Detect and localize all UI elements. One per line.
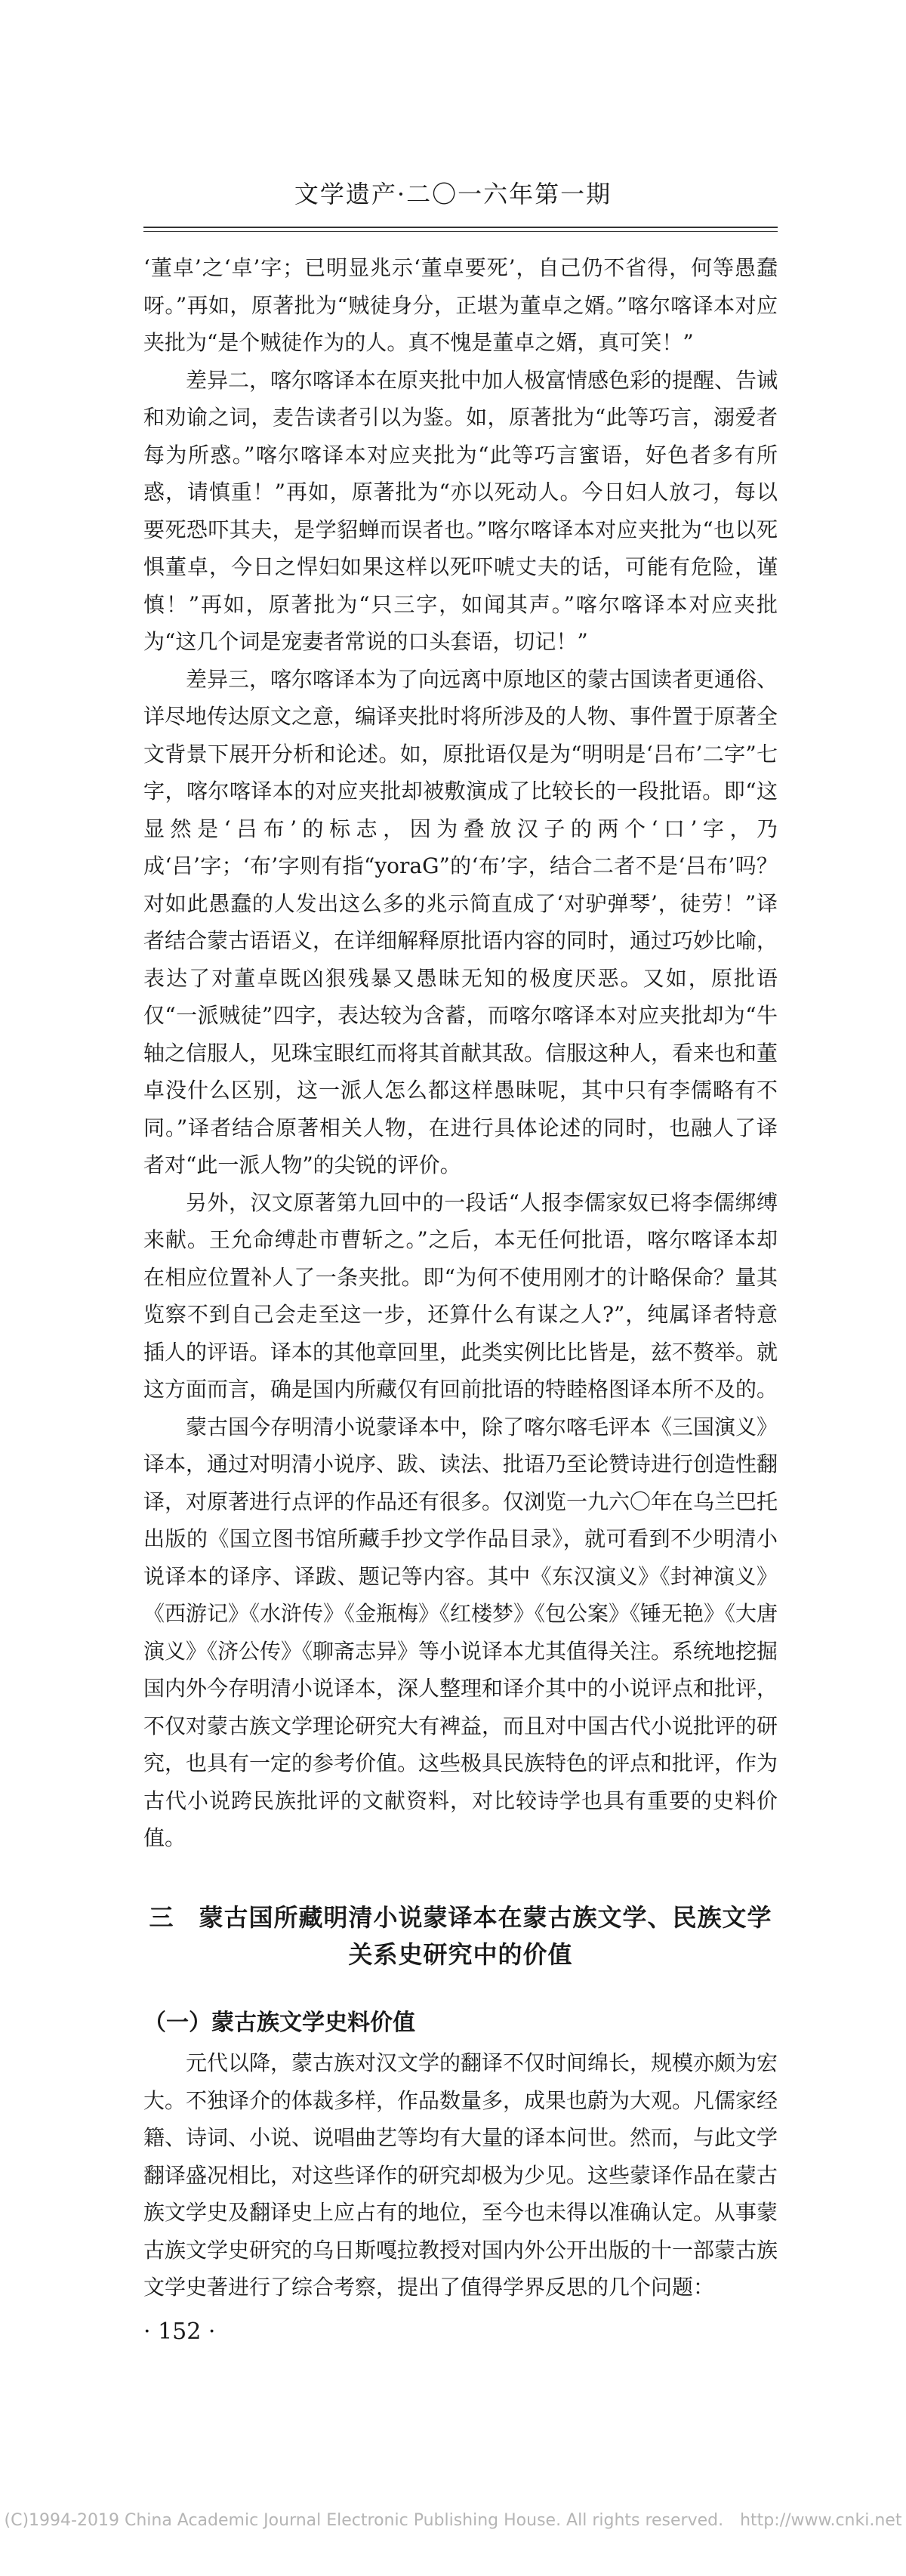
paragraph-4: 另外，汉文原著第九回中的一段话“人报李儒家奴已将李儒绑缚来献。王允命缚赴市曹斩之。”之后，本无任何批语，喀尔喀译本却在相应位置补人了一条夹批。即“为何不使用刚才的计略保命？量其览察不到自己会走至这一步，还算什么有谋之人?”，纯属译者特意插人的评语。译本的其他章回里，此类实例比比皆是，兹不赘举。就这方面而言，确是国内所藏仅有回前批语的特睦格图译本所不及的。: [143, 1189, 778, 1402]
paragraph-6: 元代以降，蒙古族对汉文学的翻译不仅时间绵长，规模亦颇为宏大。不独译介的体裁多样，作品数量多，成果也蔚为大观。凡儒家经籍、诗词、小说、说唱曲艺等均有大量的译本问世。然而，与此文学翻译盛况相比，对这些译作的研究却极为少见。这些蒙译作品在蒙古族文学史及翻译史上应占有的地位，至今也未得以准确认定。从事蒙古族文学史研究的乌日斯嘎拉教授对国内外公开出版的十一部蒙古族文学史著进行了综合考察，提出了值得学界反思的几个问题：: [143, 2050, 778, 2300]
paragraph-1: ‘董卓’之‘卓’字；已明显兆示‘董卓要死’，自己仍不省得，何等愚蠢呀。”再如，原著批为“贼徒身分，正堪为董卓之婿。”喀尔喀译本对应夹批为“是个贼徒作为的人。真不愧是董卓之婿，真可笑！”: [143, 255, 778, 355]
subsection-heading: （一）蒙古族文学史料价值: [143, 2009, 415, 2036]
header-rule-thin: [143, 231, 778, 232]
paragraph-2: 差异二，喀尔喀译本在原夹批中加人极富情感色彩的提醒、告诫和劝谕之词，麦告读者引以为鉴。如，原著批为“此等巧言，溺爱者每为所惑。”喀尔喀译本对应夹批为“此等巧言蜜语，好色者多有所惑，请慎重！”再如，原著批为“亦以死动人。今日妇人放刁，每以要死恐吓其夫，是学貂蝉而误者也。”喀尔喀译本对应夹批为“也以死惧董卓，今日之悍妇如果这样以死吓唬丈夫的话，可能有危险，谨慎！”再如，原著批为“只三字，如闻其声。”喀尔喀译本对应夹批为“这几个词是宠妻者常说的口头套语，切记！”: [143, 367, 778, 654]
page-number: · 152 ·: [143, 2318, 216, 2345]
paragraph-5: 蒙古国今存明清小说蒙译本中，除了喀尔喀毛评本《三国演义》译本，通过对明清小说序、跋、读法、批语乃至论赞诗进行创造性翻译，对原著进行点评的作品还有很多。仅浏览一九六〇年在乌兰巴托出版的《国立图书馆所藏手抄文学作品目录》，就可看到不少明清小说译本的译序、译跋、题记等内容。其中《东汉演义》《封神演义》《西游记》《水浒传》《金瓶梅》《红楼梦》《包公案》《锤无艳》《大唐演义》《济公传》《聊斋志异》等小说译本尤其值得关注。系统地挖掘国内外今存明清小说译本，深人整理和译介其中的小说评点和批评，不仅对蒙古族文学理论研究大有裨益，而且对中国古代小说批评的研究，也具有一定的参考价值。这些极具民族特色的评点和批评，作为古代小说跨民族批评的文献资料，对比较诗学也具有重要的史料价值。: [143, 1414, 778, 1850]
paragraph-3: 差异三，喀尔喀译本为了向远离中原地区的蒙古国读者更通俗、详尽地传达原文之意，编译夹批时将所涉及的人物、事件置于原著全文背景下展开分析和论述。如，原批语仅是为“明明是‘吕布’二字”七字，喀尔喀译本的对应夹批却被敷演成了比较长的一段批语。即“这显然是‘吕布’的标志，因为叠放汉子的两个‘口’字，乃成‘吕’字；‘布’字则有指“yoraG”的‘布’字，结合二者不是‘吕布’吗？对如此愚蠢的人发出这么多的兆示简直成了‘对驴弹琴’，徒劳！”译者结合蒙古语语义，在详细解释原批语内容的同时，通过巧妙比喻，表达了对董卓既凶狠残暴又愚昧无知的极度厌恶。又如，原批语仅“一派贼徒”四字，表达较为含蓄，而喀尔喀译本对应夹批却为“牛轴之信服人，见珠宝眼红而将其首献其敌。信服这种人，看来也和董卓没什么区别，这一派人怎么都这样愚昧呢，其中只有李儒略有不同。”译者结合原著相关人物，在进行具体论述的同时，也融人了译者对“此一派人物”的尖锐的评价。: [143, 666, 778, 1177]
section-heading: 三 蒙古国所藏明清小说蒙译本在蒙古族文学、民族文学关系史研究中的价值: [149, 1902, 772, 1969]
running-header: 文学遗产·二〇一六年第一期: [294, 180, 612, 208]
copyright-footer: (C)1994-2019 China Academic Journal Electronic Publishing House. All rights reserved. http://www.cnki.net: [4, 2511, 902, 2530]
header-rule: [143, 227, 778, 228]
article-body: [143, 249, 778, 2306]
